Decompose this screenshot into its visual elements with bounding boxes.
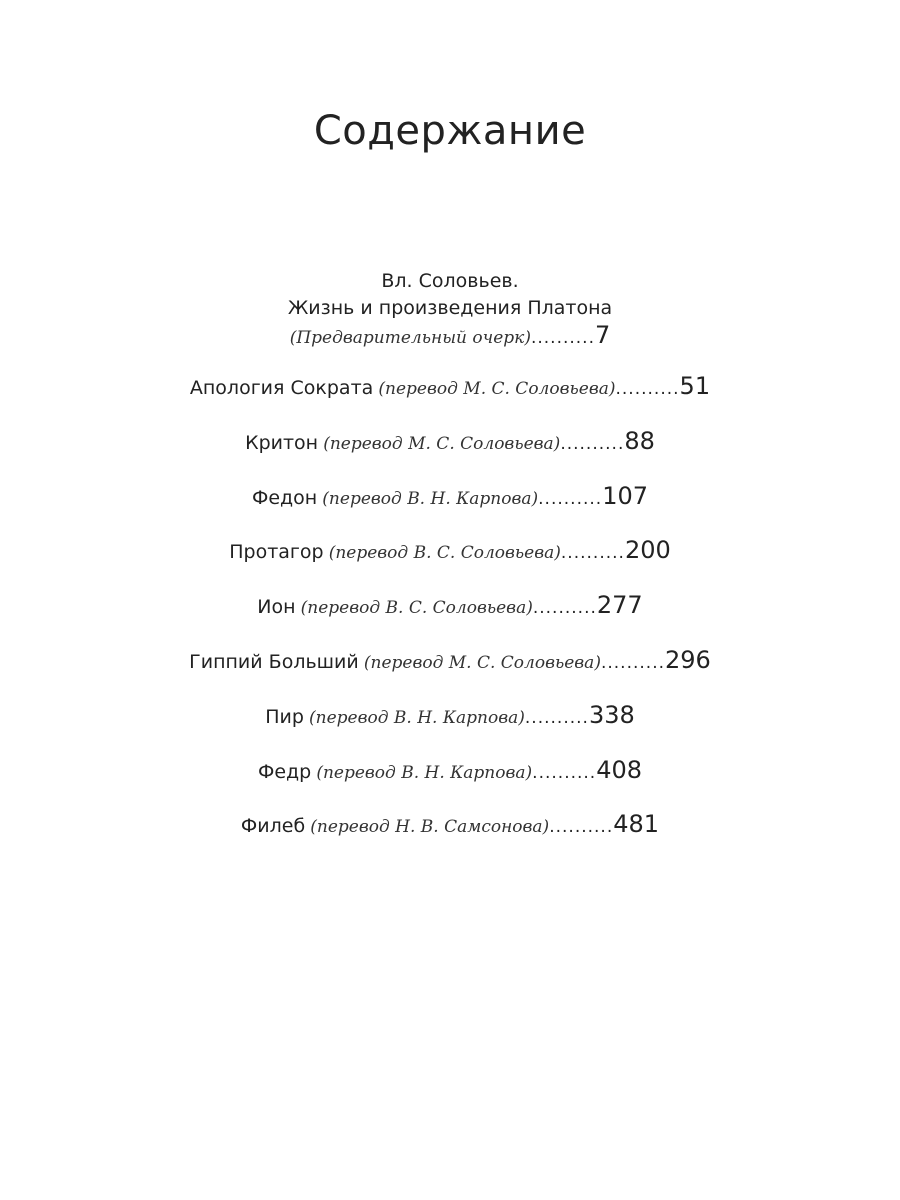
- page-number: 51: [679, 372, 711, 400]
- leader-dots: ..........: [615, 379, 680, 399]
- entry-translator: (перевод М. С. Соловьева): [363, 652, 601, 673]
- page-number: 88: [624, 426, 655, 455]
- toc-entry: [0, 756, 900, 811]
- toc-entry: [0, 591, 900, 646]
- toc-entry: [0, 536, 900, 591]
- leader-dots: ..........: [532, 762, 597, 783]
- page-number: 107: [602, 481, 649, 510]
- intro-title: Жизнь и произведения Платона: [287, 297, 613, 319]
- entry-title: Гиппий Больший: [189, 650, 359, 673]
- toc-entry: [0, 646, 900, 701]
- page-title: Содержание: [313, 108, 587, 154]
- leader-dots: ..........: [600, 652, 666, 673]
- entry-title: Ион: [257, 596, 296, 619]
- entry-translator: (перевод В. С. Соловьева): [300, 598, 533, 619]
- entry-title: Пир: [265, 705, 304, 728]
- page-number: 481: [613, 810, 660, 839]
- entry-translator: (перевод В. Н. Карпова): [309, 707, 525, 728]
- entry-title: Апология Сократа: [189, 377, 374, 399]
- entry-title: Федр: [257, 760, 312, 783]
- leader-dots: ..........: [532, 598, 597, 619]
- leader-dots: ..........: [530, 328, 595, 348]
- intro-author: Вл. Соловьев.: [381, 270, 519, 292]
- toc-entry: [0, 372, 900, 427]
- entry-translator: (перевод М. С. Соловьева): [378, 379, 616, 399]
- leader-dots: ..........: [524, 707, 589, 728]
- toc-entry: [0, 427, 900, 482]
- toc-entry: [0, 810, 900, 865]
- entry-title: Федон: [251, 486, 318, 509]
- page-number: 7: [595, 321, 611, 349]
- entry-translator: (перевод Н. В. Самсонова): [310, 817, 550, 838]
- entry-title: Критон: [245, 431, 319, 454]
- intro-subtitle-line: [0, 322, 900, 352]
- page-number: 200: [624, 536, 671, 565]
- entry-translator: (перевод В. С. Соловьева): [328, 543, 561, 564]
- leader-dots: ..........: [538, 488, 603, 509]
- intro-subtitle: (Предварительный очерк): [289, 328, 531, 348]
- leader-dots: ..........: [560, 543, 625, 564]
- entry-title: Протагор: [229, 541, 324, 564]
- page-number: 338: [588, 700, 635, 729]
- toc-intro-entry: [0, 268, 900, 352]
- entry-title: Филеб: [240, 815, 306, 838]
- entry-translator: (перевод В. Н. Карпова): [322, 488, 539, 509]
- page-number: 296: [665, 645, 711, 674]
- entry-translator: (перевод М. С. Соловьева): [323, 433, 561, 454]
- leader-dots: ..........: [549, 817, 614, 838]
- entry-translator: (перевод В. Н. Карпова): [316, 762, 533, 783]
- leader-dots: ..........: [560, 433, 625, 454]
- toc-entry: [0, 482, 900, 537]
- toc-entries: [0, 372, 900, 865]
- page-number: 277: [596, 591, 643, 620]
- toc-entry: [0, 701, 900, 756]
- page-number: 408: [596, 755, 643, 784]
